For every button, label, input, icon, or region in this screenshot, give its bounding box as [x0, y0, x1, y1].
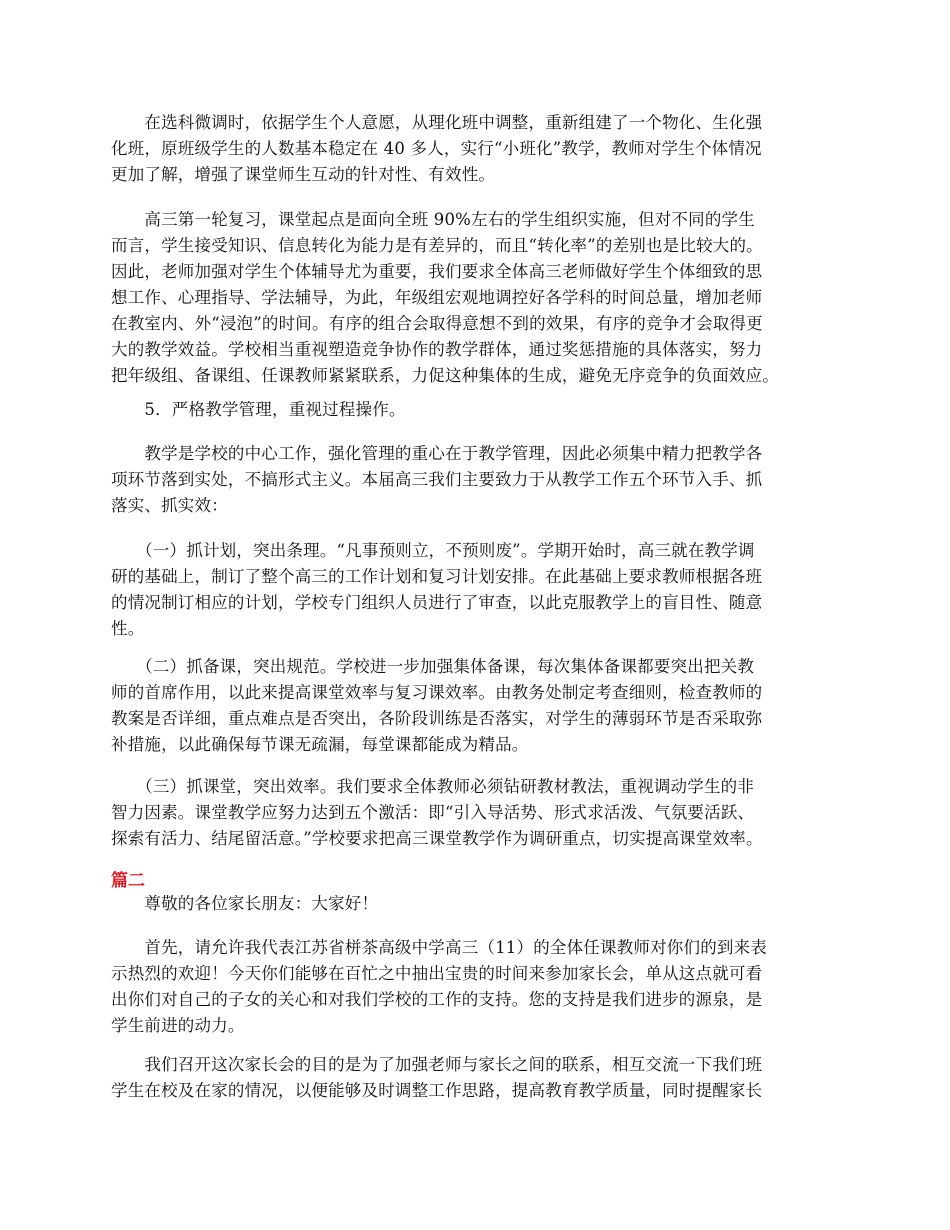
text-line: 而言，学生接受知识、信息转化为能力是有差异的，而且“转化率”的差别也是比较大的。 [111, 236, 763, 255]
text-line: 教案是否详细，重点难点是否突出，各阶段训练是否落实，对学生的薄弱环节是否采取弥 [111, 709, 763, 728]
paragraph-lesson-prep [111, 654, 856, 758]
text-line: 师的首席作用，以此来提高课堂效率与复习课效率。由教务处制定考查细则，检查教师的 [111, 683, 763, 702]
text-line: 我们召开这次家长会的目的是为了加强老师与家长之间的联系，相互交流一下我们班 [111, 1055, 763, 1074]
text-line: 落实、抓实效： [111, 496, 228, 515]
paragraph-teaching-management [111, 441, 856, 519]
text-line: 项环节落到实处，不搞形式主义。本届高三我们主要致力于从教学工作五个环节入手、抓 [111, 470, 763, 489]
text-line: （三）抓课堂，突出效率。我们要求全体教师必须钻研教材教法，重视调动学生的非 [111, 777, 755, 796]
text-line: 化班，原班级学生的人数基本稳定在 40 多人，实行“小班化”教学，教师对学生个体情况 [111, 139, 762, 158]
text-line: 研的基础上，制订了整个高三的工作计划和复习计划安排。在此基础上要求教师根据各班 [111, 567, 763, 586]
text-line: 教学是学校的中心工作，强化管理的重心在于教学管理，因此必须集中精力把教学各 [111, 444, 763, 463]
paragraph-first-review [111, 207, 856, 389]
paragraph-welcome [111, 935, 856, 1039]
text-line: 在选科微调时，依据学生个人意愿，从理化班中调整，重新组建了一个物化、生化强 [111, 113, 763, 132]
text-line: 出你们对自己的子女的关心和对我们学校的工作的支持。您的支持是我们进步的源泉，是 [111, 990, 763, 1009]
paragraph-class-adjustment [111, 110, 856, 188]
text-line: 想工作、心理指导、学法辅导，为此，年级组宏观地调控好各学科的时间总量，增加老师 [111, 288, 763, 307]
text-line: 在教室内、外“浸泡”的时间。有序的组合会取得意想不到的效果，有序的竞争才会取得更 [111, 314, 763, 333]
text-line: 尊敬的各位家长朋友：大家好！ [111, 894, 379, 913]
text-line: 性。 [111, 619, 145, 638]
text-line: （二）抓备课，突出规范。学校进一步加强集体备课，每次集体备课都要突出把关教 [111, 657, 755, 676]
paragraph-plan [111, 538, 856, 642]
text-line: （一）抓计划，突出条理。“凡事预则立，不预则废”。学期开始时，高三就在教学调 [111, 541, 755, 560]
paragraph-greeting [111, 891, 856, 917]
text-line: 的情况制订相应的计划，学校专门组织人员进行了审查，以此克服教学上的盲目性、随意 [111, 593, 763, 612]
text-line: 学生在校及在家的情况，以便能够及时调整工作思路，提高教育教学质量，同时提醒家长 [111, 1081, 763, 1100]
text-line: 大的教学效益。学校相当重视塑造竞争协作的教学群体，通过奖惩措施的具体落实，努力 [111, 340, 763, 359]
section-title: 篇二 [111, 871, 145, 891]
text-line: 智力因素。课堂教学应努力达到五个激活：即“引入导活势、形式求活泼、气氛要活跃、 [111, 803, 755, 822]
paragraph-heading-5 [111, 397, 856, 423]
text-line: 探索有活力、结尾留活意。”学校要求把高三课堂教学作为调研重点，切实提高课堂效率。 [111, 829, 763, 848]
text-line: 因此，老师加强对学生个体辅导尤为重要，我们要求全体高三老师做好学生个体细致的思 [111, 262, 763, 281]
text-line: 补措施，以此确保每节课无疏漏，每堂课都能成为精品。 [111, 735, 529, 754]
text-line: 示热烈的欢迎！今天你们能够在百忙之中抽出宝贵的时间来参加家长会，单从这点就可看 [111, 964, 763, 983]
text-line: 学生前进的动力。 [111, 1016, 245, 1035]
paragraph-meeting-purpose [111, 1052, 856, 1104]
text-line: 高三第一轮复习，课堂起点是面向全班 90%左右的学生组织实施，但对不同的学生 [111, 210, 755, 229]
text-line: 5．严格教学管理，重视过程操作。 [111, 400, 406, 419]
paragraph-classroom [111, 774, 856, 852]
text-line: 首先，请允许我代表江苏省栟茶高级中学高三（11）的全体任课教师对你们的到来表 [111, 938, 767, 957]
text-line: 把年级组、备课组、任课教师紧紧联系，力促这种集体的生成，避免无序竞争的负面效应。 [111, 366, 779, 385]
text-line: 更加了解，增强了课堂师生互动的针对性、有效性。 [111, 165, 496, 184]
